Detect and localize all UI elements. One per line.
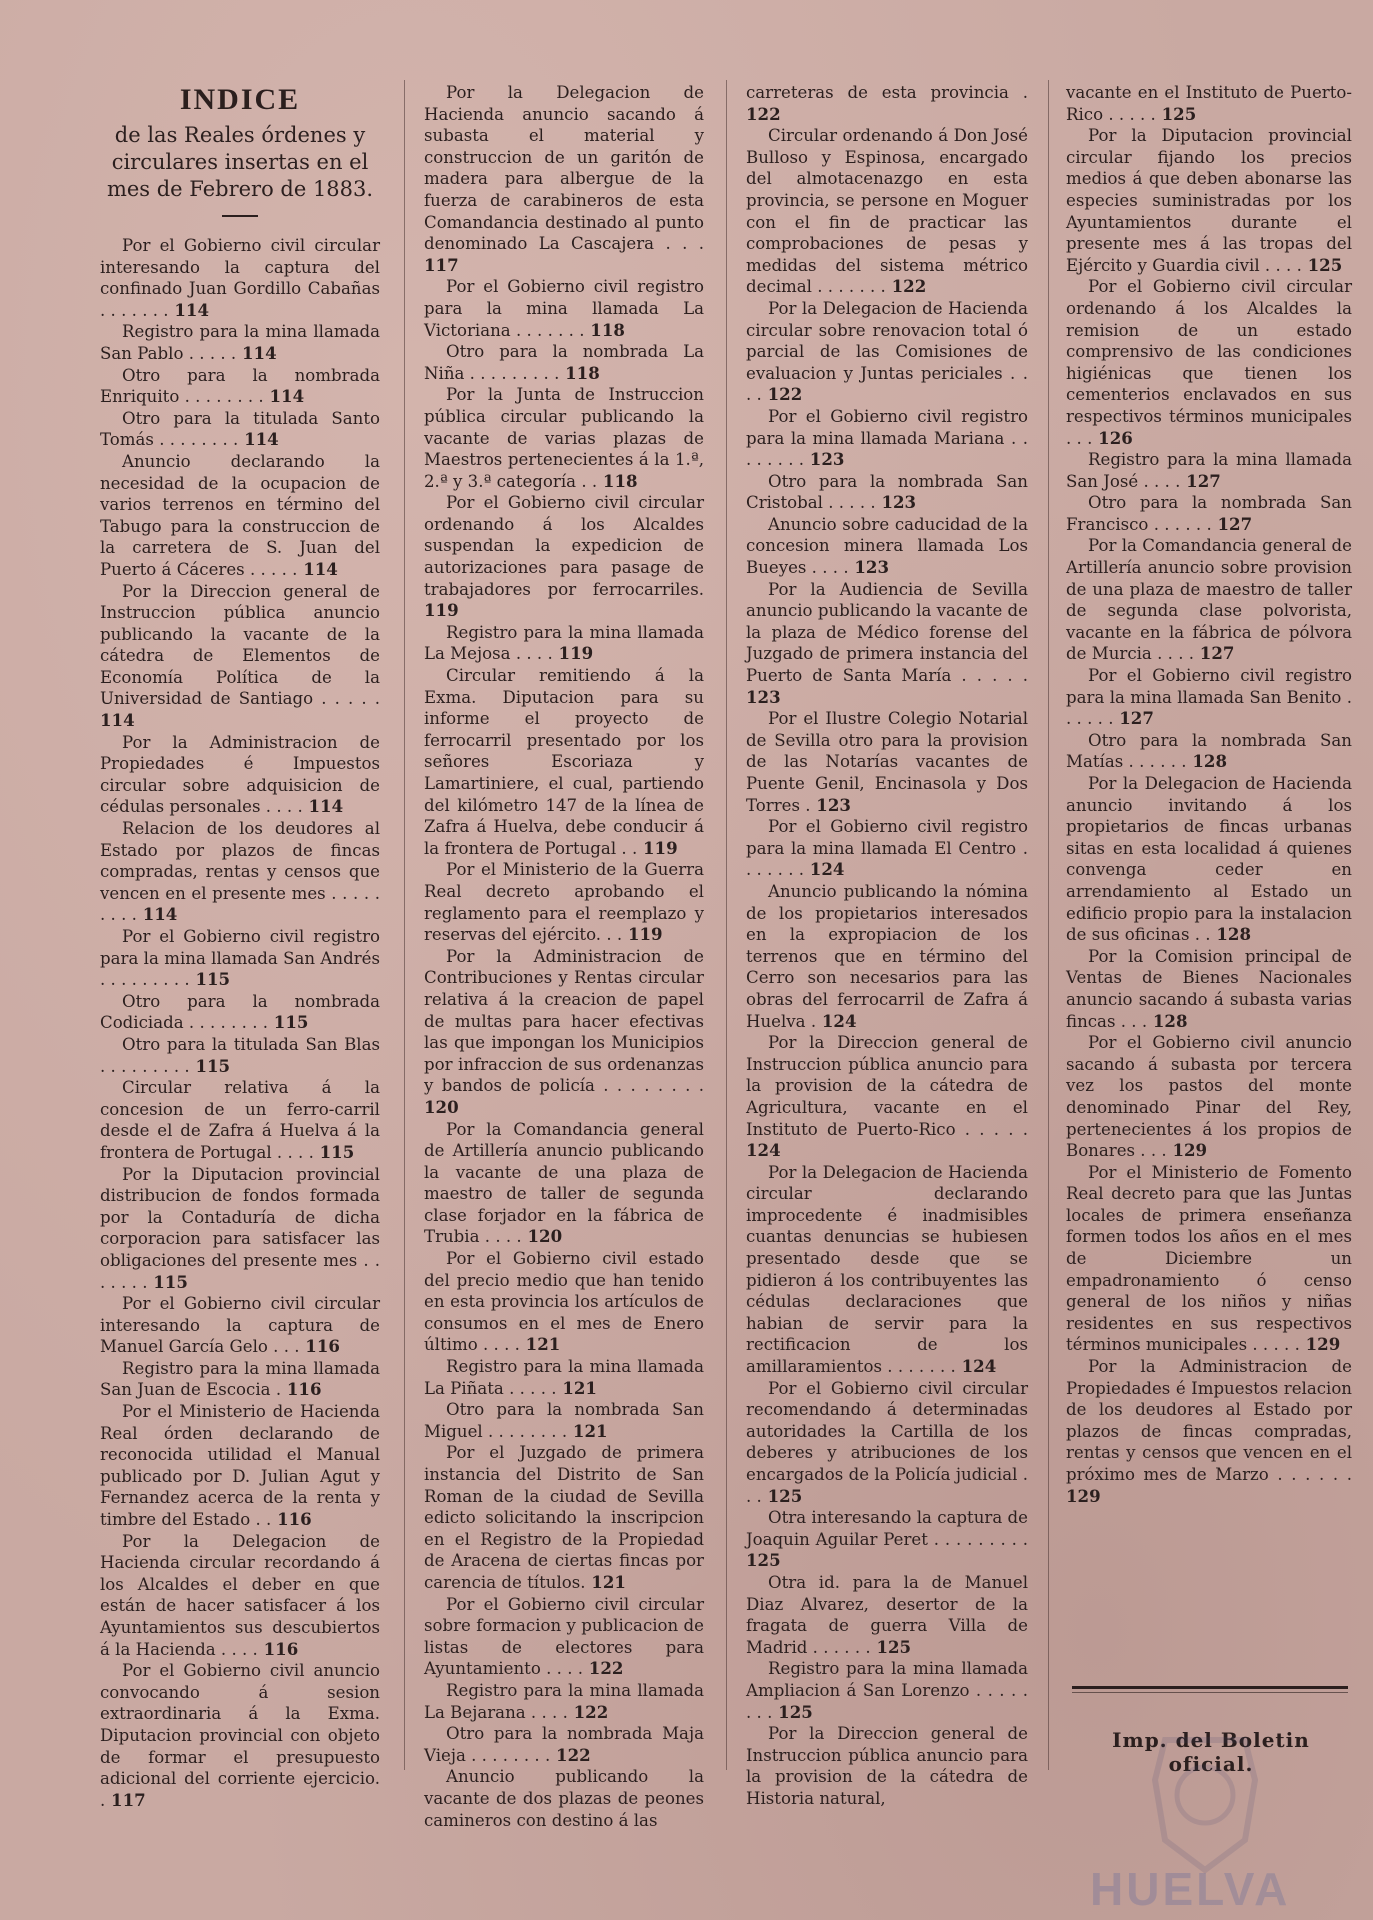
entry-text: Por el Ministerio de Fomento Real decreto para que las Juntas locales de primera enseñanza formen todos los años en el mes de Diciembre un empadronamiento ó censo general de los niños y niñas residentes en sus respectivos términos municipales . . . . . [1066,1162,1352,1355]
entry-text: carreteras de esta provincia . [746,83,1028,102]
index-column-3 [746,82,1028,1810]
entry-text: Otro para la nombrada La Niña . . . . . . . . . [424,342,704,383]
footer-rule-thin [1072,1692,1348,1693]
entry-text: Por el Gobierno civil registro para la mina llamada El Centro . . . . . . . [746,817,1028,880]
title-divider [222,215,258,217]
page-subtitle: de las Reales órdenes y circulares insertas en el mes de Febrero de 1883. [106,123,374,201]
entry-page-number: 121 [585,1571,626,1592]
index-entry [1066,492,1352,535]
index-entry [424,1766,704,1831]
index-entry [100,1164,380,1294]
entry-text: Por la Comandancia general de Artillería anuncio publicando la vacante de una plaza de maestro de taller de segunda clase forjador en la fábrica de Trubia . . . . [424,1119,704,1247]
entry-page-number: 116 [271,1509,312,1530]
entry-page-number: 116 [281,1379,322,1400]
index-entry [746,471,1028,514]
index-entry [100,1358,380,1401]
entry-page-number: 128 [1147,1010,1188,1031]
entry-text: Por la Delegacion de Hacienda circular sobre renovacion total ó parcial de las Comisiones de evaluacion y Juntas periciales . . . . [746,298,1028,405]
entry-page-number: 121 [556,1377,597,1398]
entry-text: Relacion de los deudores al Estado por plazos de fincas compradas, rentas y censos que vencen en el presente mes . . . . . . . . . [100,819,380,925]
index-entry [746,1658,1028,1723]
index-entry [424,1399,704,1442]
entry-page-number: 114 [136,904,178,925]
entry-text: Circular ordenando á Don José Bulloso y Espinosa, encargado del almotacenazgo en esta provincia, se persone en Moguer con el fin de practicar las comprobaciones de pesas y medidas del sistema métrico decimal . . . . . . . [746,126,1028,297]
entry-page-number: 129 [1299,1334,1341,1355]
entry-text: Otro para la nombrada Enriquito . . . . . . . . [100,365,380,407]
entry-page-number: 123 [804,449,845,470]
entry-page-number: 123 [746,686,781,707]
entry-page-number: 117 [105,1789,146,1810]
entry-text: Por el Ministerio de Hacienda Real órden declarando de reconocida utilidad el Manual publicado por D. Julian Agut y Fernandez acerca de la renta y timbre del Estado . . [100,1402,380,1530]
entry-text: Por el Juzgado de primera instancia del Distrito de San Roman de la ciudad de Sevilla edicto solicitando la inscripcion en el Registro de la Propiedad de Aracena de ciertas fincas por carencia de títulos. [424,1443,704,1592]
index-entry [424,665,704,859]
entry-text: vacante en el Instituto de Puerto-Rico . . . . . [1066,83,1352,124]
entry-page-number: 122 [746,103,781,124]
index-entry [1066,730,1352,773]
entry-text: Registro para la mina llamada La Piñata . . . . . [424,1357,704,1398]
index-entry [100,818,380,926]
entry-text: Otro para la nombrada San Matías . . . . . . [1066,730,1352,772]
index-entry [100,451,380,581]
entry-page-number: 127 [1180,470,1221,491]
entry-text: Por la Direccion general de Instruccion pública anuncio para la provision de la cátedra de Agricultura, vacante en el Instituto de Puerto-Rico . . . . . [746,1033,1028,1139]
entry-page-number: 114 [302,796,344,817]
index-entry [100,926,380,991]
entry-text: Por la Junta de Instruccion pública circular publicando la vacante de varias plazas de Maestros pertenecientes á la 1.ª, 2.ª y 3.ª categoría . . [424,385,704,491]
entry-text: Circular remitiendo á la Exma. Diputacion para su informe el proyecto de ferrocarril presentado por los señores Escoriaza y Lamartiniere, el cual, partiendo del kilómetro 147 de la línea de Zafra á Huelva, debe conducir á la frontera de Portugal . . [424,666,704,858]
column-rule [1048,80,1049,1770]
index-entry [1066,82,1352,125]
entry-text: Otro para la titulada San Blas . . . . . . . . . [100,1034,380,1076]
index-entry [746,514,1028,579]
index-entry [424,1248,704,1356]
entry-page-number: 124 [816,1010,857,1031]
entry-page-number: 115 [313,1141,355,1162]
index-entry [1066,449,1352,492]
index-entry [424,492,704,622]
entry-text: Circular relativa á la concesion de un ferro-carril desde el de Zafra á Huelva á la frontera de Portugal . . . . [100,1078,380,1162]
index-entry [424,1356,704,1399]
entry-text: Por la Comandancia general de Artillería anuncio sobre provision de una plaza de maestro de taller de segunda clase polvorista, vacante en la fábrica de pólvora de Murcia . . . . [1066,536,1352,664]
entry-page-number: 123 [875,492,917,513]
index-entry [1066,773,1352,946]
entry-text: Otra interesando la captura de Joaquin Aguilar Peret . . . . . . . . . [746,1508,1028,1549]
entry-page-number: 126 [1092,427,1133,448]
entry-text: Otro para la nombrada San Cristobal . . . . . [746,471,1028,513]
entry-page-number: 129 [1166,1140,1208,1161]
index-entry [424,1119,704,1249]
entry-page-number: 127 [1211,513,1253,534]
index-entry [424,82,704,276]
entry-page-number: 115 [268,1012,309,1033]
index-entry [424,1594,704,1680]
index-entry [424,1680,704,1723]
entry-page-number: 125 [1155,103,1197,124]
entry-text: Por el Gobierno civil circular recomendando á determinadas autoridades la Cartilla de los deberes y atribuciones de los encargados de la Policía judicial . . . [746,1378,1028,1506]
entry-page-number: 129 [1066,1485,1101,1506]
entry-page-number: 118 [597,470,638,491]
entry-page-number: 123 [810,794,851,815]
entry-text: Anuncio declarando la necesidad de la ocupacion de varios terrenos en término del Tabugo para la construccion de la carretera de S. Juan del Puerto á Cáceres . . . . . [100,451,380,579]
entry-page-number: 115 [189,1055,231,1076]
index-entry [424,276,704,341]
index-entry [100,365,380,408]
entry-page-number: 125 [1301,254,1343,275]
entry-text: Registro para la mina llamada San Pablo . . . . . [100,322,380,363]
entry-page-number: 118 [559,362,600,383]
index-entry [100,1660,380,1811]
column-rule [726,80,727,1770]
entry-page-number: 114 [297,558,338,579]
index-entry [746,406,1028,471]
index-entry [100,991,380,1034]
index-entry [100,408,380,451]
entry-text: Por la Diputacion provincial distribucion de fondos formada por la Contaduría de dicha corporacion para satisfacer las obligaciones del presente mes . . . . . . . [100,1164,380,1292]
index-entry [1066,535,1352,665]
index-entry [746,816,1028,881]
index-entry [1066,125,1352,276]
entry-text: Por el Gobierno civil anuncio sacando á subasta por tercera vez los pastos del monte denominado Pinar del Rey, pertenecientes á los propios de Bonares . . . [1066,1033,1352,1161]
entry-page-number: 115 [147,1271,188,1292]
index-entry [746,1507,1028,1572]
index-entry [100,1531,380,1661]
index-column-2 [424,82,704,1831]
entry-page-number: 125 [772,1701,813,1722]
index-entry [746,82,1028,125]
entry-text: Por el Gobierno civil registro para la mina llamada La Victoriana . . . . . . . [424,277,704,340]
entry-text: Por la Diputacion provincial circular fijando los precios medios á que deben abonarse las especies suministradas por los Ayuntamientos durante el presente mes á las tropas del Ejército y Guardia civil . . . . [1066,126,1352,275]
archive-watermark: HUELVA [1090,1863,1291,1915]
index-entry [424,946,704,1119]
entry-text: Por el Gobierno civil circular sobre formacion y publicacion de listas de electores para Ayuntamiento . . . . [424,1594,704,1679]
entry-text: Por el Gobierno civil circular interesando la captura del confinado Juan Gordillo Cabañas . . . . . . . [100,236,380,320]
entry-text: Por el Gobierno civil circular ordenando á los Alcaldes suspendan la expedicion de autorizaciones para pasage de trabajadores por ferrocarriles. [424,493,704,599]
entry-page-number: 124 [955,1356,997,1377]
entry-text: Por el Gobierno civil estado del precio medio que han tenido en esta provincia los artículos de consumos en el mes de Enero último . . . . [424,1249,704,1355]
entry-page-number: 127 [1113,708,1154,729]
index-entry [746,1723,1028,1809]
index-column-4 [1066,82,1352,1507]
printer-imprint: Imp. del Boletin oficial. [1112,1728,1310,1776]
entry-page-number: 119 [552,643,594,664]
entry-text: Anuncio publicando la vacante de dos plazas de peones camineros con destino á las [424,1767,704,1830]
index-entry [424,1442,704,1593]
entry-page-number: 124 [804,859,845,880]
entry-text: Por la Comision principal de Ventas de Bienes Nacionales anuncio sacando á subasta varias fincas . . . [1066,946,1352,1031]
index-entry [424,384,704,492]
entry-page-number: 127 [1194,643,1235,664]
entry-page-number: 119 [424,600,459,621]
entry-text: Por el Gobierno civil anuncio convocando á sesion extraordinaria á la Exma. Diputacion provincial con objeto de formar el presupuesto adicional del corriente ejercicio. . [100,1661,380,1810]
entry-page-number: 114 [168,299,209,320]
entry-page-number: 119 [637,837,678,858]
entry-text: Por la Delegacion de Hacienda anuncio sacando á subasta el material y construccion de un garitón de madera para albergue de la fuerza de carabineros de esta Comandancia destinado al punto denominado La Cascajera . . . [424,83,704,254]
index-entry [746,881,1028,1032]
entry-text: Por el Gobierno civil registro para la mina llamada San Benito . . . . . . [1066,666,1352,729]
entry-text: Registro para la mina llamada San José . . . . [1066,450,1352,491]
entry-text: Anuncio sobre caducidad de la concesion minera llamada Los Bueyes . . . . [746,514,1028,578]
entry-text: Registro para la mina llamada Ampliacion á San Lorenzo . . . . . . . . [746,1659,1028,1722]
index-entry [100,235,380,321]
entry-page-number: 123 [848,557,890,578]
entry-text: Por la Audiencia de Sevilla anuncio publicando la vacante de la plaza de Médico forense del Juzgado de primera instancia del Puerto de Santa María . . . . . [746,579,1028,686]
entry-page-number: 118 [584,319,625,340]
index-entry [100,1401,380,1531]
entry-page-number: 114 [263,386,305,407]
column-rule [404,80,405,1770]
entry-text: Por el Gobierno civil circular interesando la captura de Manuel García Gelo . . . [100,1294,380,1357]
entry-page-number: 114 [100,710,135,731]
index-entry [1066,946,1352,1032]
index-entry [1066,1032,1352,1162]
entry-text: Por la Administracion de Propiedades é Impuestos relacion de los deudores al Estado por plazos de fincas compradas, rentas y censos que vencen en el próximo mes de Marzo . . . . . . [1066,1357,1352,1484]
entry-page-number: 114 [236,342,277,363]
page-title: INDICE [179,83,301,116]
index-entry [746,1378,1028,1508]
entry-page-number: 115 [189,969,231,990]
entry-text: Por la Administracion de Contribuciones y Rentas circular relativa á la creacion de papel de multas para hacer efectivas las que impongan los Municipios por infraccion de sus ordenanzas y bandos de policía . . . . . . . . [424,946,704,1096]
entry-text: Por el Ilustre Colegio Notarial de Sevilla otro para la provision de las Notarías vacantes de Puente Genil, Encinasola y Dos Torres . [746,709,1028,815]
entry-text: Por la Direccion general de Instruccion pública anuncio para la provision de la cátedra de Historia natural, [746,1724,1028,1808]
index-entry [746,298,1028,406]
index-entry [100,732,380,818]
entry-page-number: 121 [567,1420,608,1441]
index-entry [1066,276,1352,449]
index-entry [1066,1162,1352,1356]
entry-text: Otro para la nombrada San Francisco . . . . . . [1066,493,1352,534]
entry-text: Registro para la mina llamada La Bejarana . . . . [424,1680,704,1722]
entry-text: Por la Direccion general de Instruccion pública anuncio publicando la vacante de la cátedra de Elementos de Economía Política de la Universidad de Santiago . . . . . [100,581,380,709]
entry-page-number: 119 [622,924,663,945]
entry-text: Por el Gobierno civil registro para la mina llamada Mariana . . . . . . . . [746,406,1028,470]
index-entry [746,708,1028,816]
entry-text: Otro para la nombrada San Miguel . . . . . . . . [424,1400,704,1441]
entry-page-number: 128 [1210,924,1251,945]
entry-page-number: 122 [885,276,927,297]
entry-page-number: 122 [550,1744,591,1765]
footer-rule [1072,1686,1348,1689]
index-entry [746,1572,1028,1658]
entry-page-number: 125 [746,1550,781,1571]
entry-page-number: 125 [761,1485,803,1506]
entry-text: Registro para la mina llamada San Juan de Escocia . [100,1358,380,1400]
entry-text: Otro para la nombrada Maja Vieja . . . . . . . . [424,1724,704,1765]
index-entry [424,1723,704,1766]
entry-page-number: 122 [567,1701,609,1722]
index-entry [746,125,1028,298]
entry-text: Por el Gobierno civil circular ordenando á los Alcaldes la remision de un estado comprensivo de las condiciones higiénicas que tienen los cementerios enclavados en sus respectivos términos municipales . . . [1066,277,1352,448]
entry-page-number: 122 [583,1658,624,1679]
index-entry [100,1293,380,1358]
entry-page-number: 120 [424,1096,459,1117]
entry-page-number: 121 [519,1334,561,1355]
entry-page-number: 116 [257,1638,299,1659]
entry-text: Otra id. para la de Manuel Diaz Alvarez, desertor de la fragata de guerra Villa de Madrid . . . . . . [746,1572,1028,1657]
index-entry [100,1077,380,1163]
entry-page-number: 125 [870,1636,912,1657]
entry-page-number: 120 [521,1226,563,1247]
entry-page-number: 122 [761,384,803,405]
entry-text: Por el Ministerio de la Guerra Real decreto aprobando el reglamento para el reemplazo y reservas del ejército. . . [424,860,704,945]
entry-text: Registro para la mina llamada La Mejosa . . . . [424,622,704,664]
index-column-1 [100,82,380,1811]
index-entry [424,859,704,945]
index-entry [424,341,704,384]
entry-text: Anuncio publicando la nómina de los propietarios interesados en la expropiacion de los terrenos que en término del Cerro son necesarios para las obras del ferrocarril de Zafra á Huelva . [746,881,1028,1031]
index-entry [1066,665,1352,730]
index-entry [746,1032,1028,1162]
entry-text: Otro para la nombrada Codiciada . . . . . . . . [100,991,380,1033]
entry-text: Por la Delegacion de Hacienda circular recordando á los Alcaldes el deber en que están de hacer satisfacer á los Ayuntamientos sus descubiertos á la Hacienda . . . . [100,1531,380,1659]
index-entry [1066,1356,1352,1507]
entry-text: Por la Delegacion de Hacienda anuncio invitando á los propietarios de fincas urbanas sitas en esta localidad á quienes convenga ceder en arrendamiento al Estado un edificio propio para la instalacion de sus oficinas . . [1066,774,1352,945]
index-entry [100,321,380,364]
entry-text: Por la Administracion de Propiedades é Impuestos circular sobre adquisicion de cédulas personales . . . . [100,732,380,817]
entry-text: Otro para la titulada Santo Tomás . . . . . . . . [100,408,380,450]
entry-page-number: 124 [746,1140,781,1161]
index-entry [746,1162,1028,1378]
index-entry [746,579,1028,709]
entry-page-number: 117 [424,254,459,275]
index-entry [100,1034,380,1077]
entry-page-number: 116 [299,1336,340,1357]
entry-text: Por la Delegacion de Hacienda circular declarando improcedente é inadmisibles cuantas denuncias se hubiesen presentado desde que se pidieron á los contribuyentes las cédulas declaraciones que habian de servir para la rectificacion de los amillaramientos . . . . . . . [746,1162,1028,1377]
entry-page-number: 128 [1186,751,1227,772]
entry-text: Por el Gobierno civil registro para la mina llamada San Andrés . . . . . . . . . [100,927,380,990]
index-entry [424,622,704,665]
index-entry [100,581,380,732]
entry-page-number: 114 [238,429,279,450]
